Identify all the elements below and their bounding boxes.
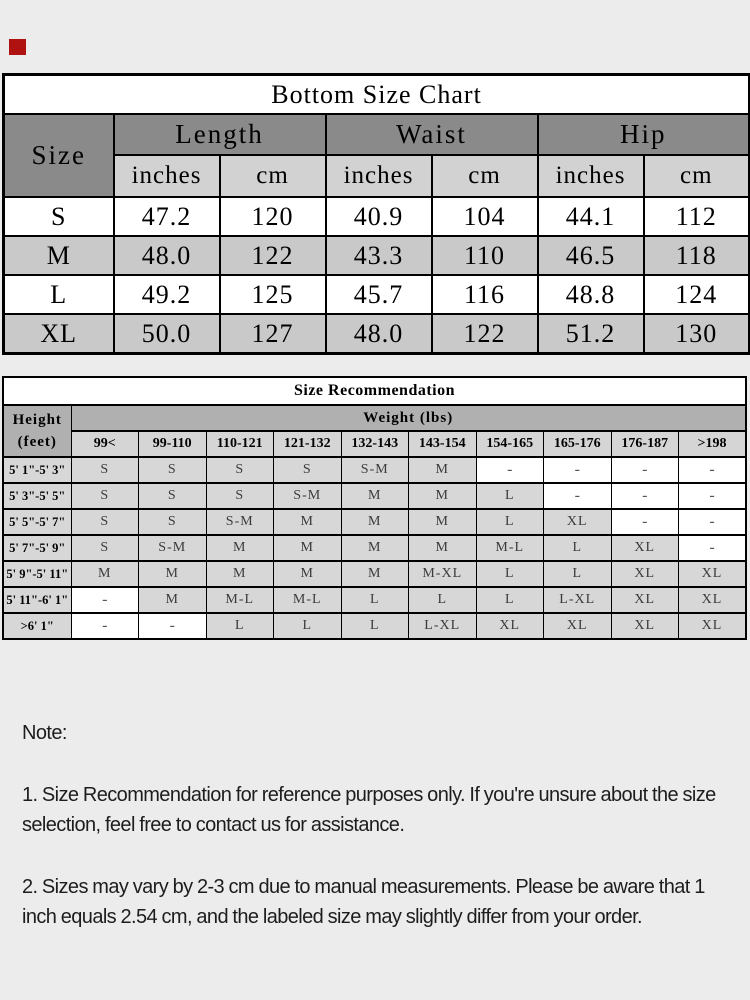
note-heading: Note:: [22, 722, 67, 744]
recommended-size-cell: XL: [679, 561, 747, 587]
height-range-label: 5' 11"-6' 1": [3, 587, 71, 613]
measurement-cell: 49.2: [114, 275, 220, 314]
recommendation-row: [3, 509, 746, 535]
weight-header-row: [3, 405, 746, 431]
recommended-size-cell: M: [206, 535, 274, 561]
recommended-size-cell: M: [409, 457, 477, 483]
recommended-size-cell: S: [139, 509, 207, 535]
recommended-size-cell: XL: [611, 535, 679, 561]
note-item-1: 1. Size Recommendation for reference purposes only. If you're unsure about the size selection, feel free to contact us for assistance.: [22, 784, 716, 836]
measurement-cell: 45.7: [326, 275, 432, 314]
height-range-label: 5' 7"-5' 9": [3, 535, 71, 561]
recommended-size-cell: L: [341, 587, 409, 613]
weight-range-header: 176-187: [611, 431, 679, 457]
recommended-size-cell: M-L: [476, 535, 544, 561]
measurement-cell: 122: [432, 314, 538, 354]
height-range-label: 5' 3"-5' 5": [3, 483, 71, 509]
recommendation-row: [3, 535, 746, 561]
measurement-cell: 118: [644, 236, 750, 275]
recommendation-title-row: [3, 377, 746, 405]
weight-range-header: 132-143: [341, 431, 409, 457]
recommended-size-cell: S-M: [274, 483, 342, 509]
recommended-size-cell: S: [139, 457, 207, 483]
recommended-size-cell: M: [341, 509, 409, 535]
group-header-hip: Hip: [538, 114, 750, 155]
size-row-M: [4, 236, 750, 275]
size-chart-title: Bottom Size Chart: [4, 75, 750, 115]
recommended-size-cell: -: [679, 509, 747, 535]
height-feet-header: [3, 405, 71, 457]
recommended-size-cell: S: [71, 457, 139, 483]
recommended-size-cell: M: [206, 561, 274, 587]
size-label: M: [4, 236, 114, 275]
recommended-size-cell: -: [679, 483, 747, 509]
recommended-size-cell: M-L: [274, 587, 342, 613]
weight-range-header: 99-110: [139, 431, 207, 457]
recommended-size-cell: S-M: [139, 535, 207, 561]
recommended-size-cell: L: [341, 613, 409, 639]
recommendation-row: [3, 483, 746, 509]
weight-ranges-row: [3, 431, 746, 457]
height-header-line2: (feet): [17, 434, 57, 450]
recommended-size-cell: -: [679, 535, 747, 561]
size-chart-title-row: [4, 75, 750, 115]
size-row-S: [4, 197, 750, 236]
recommendation-title: Size Recommendation: [3, 377, 746, 405]
recommended-size-cell: L: [544, 561, 612, 587]
measurement-cell: 50.0: [114, 314, 220, 354]
bottom-size-chart-table: [2, 73, 750, 355]
measurement-cell: 104: [432, 197, 538, 236]
unit-header: inches: [326, 155, 432, 197]
recommended-size-cell: XL: [611, 613, 679, 639]
recommended-size-cell: M-L: [206, 587, 274, 613]
measurement-cell: 116: [432, 275, 538, 314]
measurement-cell: 112: [644, 197, 750, 236]
recommended-size-cell: S: [71, 509, 139, 535]
recommended-size-cell: S: [71, 483, 139, 509]
measurement-cell: 127: [220, 314, 326, 354]
recommended-size-cell: L: [206, 613, 274, 639]
group-header-length: Length: [114, 114, 326, 155]
recommended-size-cell: -: [139, 613, 207, 639]
recommended-size-cell: L: [409, 587, 477, 613]
recommended-size-cell: XL: [611, 587, 679, 613]
measurement-cell: 125: [220, 275, 326, 314]
recommended-size-cell: S-M: [206, 509, 274, 535]
measurement-cell: 47.2: [114, 197, 220, 236]
unit-header: cm: [220, 155, 326, 197]
weight-range-header: 99<: [71, 431, 139, 457]
recommended-size-cell: M-XL: [409, 561, 477, 587]
unit-header: cm: [432, 155, 538, 197]
measurement-cell: 124: [644, 275, 750, 314]
recommended-size-cell: M: [341, 483, 409, 509]
measurement-cell: 120: [220, 197, 326, 236]
measure-group-header-row: [4, 114, 750, 155]
weight-range-header: 154-165: [476, 431, 544, 457]
recommended-size-cell: XL: [679, 613, 747, 639]
recommended-size-cell: L: [476, 509, 544, 535]
size-recommendation-table: [2, 376, 747, 640]
recommended-size-cell: L: [544, 535, 612, 561]
recommended-size-cell: M: [139, 561, 207, 587]
recommended-size-cell: -: [544, 483, 612, 509]
size-label: L: [4, 275, 114, 314]
recommended-size-cell: XL: [544, 509, 612, 535]
height-header-line1: Height: [12, 412, 62, 428]
recommended-size-cell: M: [274, 535, 342, 561]
recommended-size-cell: M: [341, 561, 409, 587]
measurement-cell: 110: [432, 236, 538, 275]
height-range-label: 5' 5"-5' 7": [3, 509, 71, 535]
measurement-cell: 44.1: [538, 197, 644, 236]
weight-range-header: 165-176: [544, 431, 612, 457]
recommended-size-cell: L: [274, 613, 342, 639]
height-range-label: 5' 9"-5' 11": [3, 561, 71, 587]
recommended-size-cell: L-XL: [544, 587, 612, 613]
recommended-size-cell: -: [679, 457, 747, 483]
size-row-L: [4, 275, 750, 314]
recommended-size-cell: L-XL: [409, 613, 477, 639]
height-range-label: >6' 1": [3, 613, 71, 639]
measurement-cell: 48.8: [538, 275, 644, 314]
recommended-size-cell: -: [71, 587, 139, 613]
measurement-cell: 51.2: [538, 314, 644, 354]
recommendation-row: [3, 457, 746, 483]
recommended-size-cell: M: [409, 535, 477, 561]
weight-range-header: 110-121: [206, 431, 274, 457]
recommended-size-cell: M: [274, 509, 342, 535]
group-header-waist: Waist: [326, 114, 538, 155]
measurement-cell: 43.3: [326, 236, 432, 275]
recommended-size-cell: -: [544, 457, 612, 483]
recommended-size-cell: XL: [611, 561, 679, 587]
red-square-marker: [9, 39, 26, 55]
recommended-size-cell: -: [71, 613, 139, 639]
recommended-size-cell: M: [274, 561, 342, 587]
height-range-label: 5' 1"-5' 3": [3, 457, 71, 483]
recommended-size-cell: S: [274, 457, 342, 483]
measurement-cell: 40.9: [326, 197, 432, 236]
unit-header: inches: [538, 155, 644, 197]
measurement-cell: 48.0: [114, 236, 220, 275]
weight-range-header: 121-132: [274, 431, 342, 457]
weight-range-header: 143-154: [409, 431, 477, 457]
recommendation-row: [3, 561, 746, 587]
measurement-cell: 46.5: [538, 236, 644, 275]
size-label: S: [4, 197, 114, 236]
size-row-XL: [4, 314, 750, 354]
recommended-size-cell: -: [476, 457, 544, 483]
recommended-size-cell: S: [206, 483, 274, 509]
recommended-size-cell: M: [71, 561, 139, 587]
recommended-size-cell: S: [206, 457, 274, 483]
recommended-size-cell: L: [476, 483, 544, 509]
recommended-size-cell: S: [139, 483, 207, 509]
recommended-size-cell: L: [476, 561, 544, 587]
recommendation-row: [3, 587, 746, 613]
recommended-size-cell: XL: [476, 613, 544, 639]
units-header-row: [4, 155, 750, 197]
recommended-size-cell: -: [611, 457, 679, 483]
weight-lbs-header: Weight (lbs): [71, 405, 746, 431]
recommended-size-cell: M: [409, 483, 477, 509]
measurement-cell: 48.0: [326, 314, 432, 354]
recommended-size-cell: M: [139, 587, 207, 613]
recommended-size-cell: L: [476, 587, 544, 613]
measurement-cell: 122: [220, 236, 326, 275]
recommended-size-cell: XL: [679, 587, 747, 613]
weight-range-header: >198: [679, 431, 747, 457]
recommended-size-cell: M: [341, 535, 409, 561]
recommended-size-cell: -: [611, 483, 679, 509]
recommended-size-cell: XL: [544, 613, 612, 639]
recommended-size-cell: -: [611, 509, 679, 535]
note-item-2: 2. Sizes may vary by 2-3 cm due to manual measurements. Please be aware that 1 inch equals 2.54 cm, and the labeled size may slightly differ from your order.: [22, 876, 705, 928]
unit-header: inches: [114, 155, 220, 197]
recommendation-row: [3, 613, 746, 639]
size-column-header: Size: [4, 114, 114, 197]
unit-header: cm: [644, 155, 750, 197]
recommended-size-cell: M: [409, 509, 477, 535]
recommended-size-cell: S-M: [341, 457, 409, 483]
recommended-size-cell: S: [71, 535, 139, 561]
size-label: XL: [4, 314, 114, 354]
measurement-cell: 130: [644, 314, 750, 354]
note-section: [22, 686, 736, 932]
